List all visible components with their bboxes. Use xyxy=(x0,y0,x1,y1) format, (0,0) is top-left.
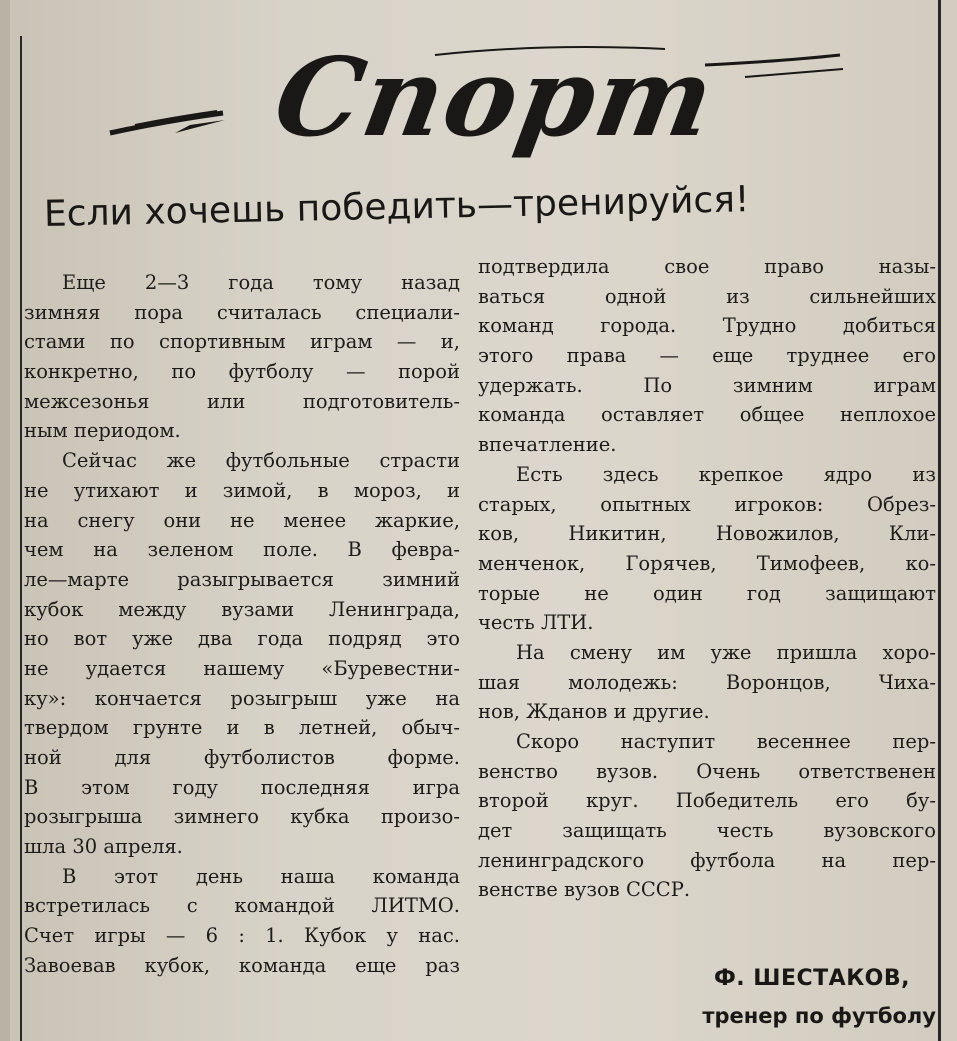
author-role: тренер по футболу xyxy=(702,1004,936,1028)
article-column-left xyxy=(24,268,460,981)
text-line: не утихают и зимой, в мороз, и xyxy=(24,478,460,502)
text-line: но вот уже два года подряд это xyxy=(24,627,460,651)
section-logo xyxy=(105,25,850,175)
text-line: конкретно, по футболу — порой xyxy=(24,360,460,384)
text-line: торые не один год защищают xyxy=(478,581,936,605)
text-line: встретилась с командой ЛИТМО. xyxy=(24,894,460,918)
text-line: ков, Никитин, Новожилов, Кли- xyxy=(478,522,936,546)
text-line: стами по спортивным играм — и, xyxy=(24,330,460,354)
text-line: В этот день наша команда xyxy=(62,864,460,888)
text-line: старых, опытных игроков: Обрез- xyxy=(478,492,936,516)
text-line: не удается нашему «Буревестни- xyxy=(24,656,460,680)
text-line: шая молодежь: Воронцов, Чиха- xyxy=(478,670,936,694)
text-line: менченок, Горячев, Тимофеев, ко- xyxy=(478,551,936,575)
article-column-right xyxy=(478,252,936,905)
text-line: твердом грунте и в летней, обыч- xyxy=(24,716,460,740)
text-line: нов, Жданов и другие. xyxy=(478,700,710,724)
text-line: подтвердила свое право назы- xyxy=(478,255,936,278)
text-line: Счет игры — 6 : 1. Кубок у нас. xyxy=(24,924,460,948)
text-line: ленинградского футбола на пер- xyxy=(478,848,936,872)
text-line: Есть здесь крепкое ядро из xyxy=(516,462,936,486)
sport-logo-text: Спорт xyxy=(265,35,725,161)
text-line: удержать. По зимним играм xyxy=(478,373,936,397)
text-line: розыгрыша зимнего кубка произо- xyxy=(24,805,460,829)
text-line: ной для футболистов форме. xyxy=(24,746,460,769)
left-frame-rule xyxy=(20,36,22,1041)
text-line: команда оставляет общее неплохое xyxy=(478,403,936,427)
text-line: венстве вузов СССР. xyxy=(478,878,691,902)
text-line: на снегу они не менее жаркие, xyxy=(24,508,460,532)
text-line: зимняя пора считалась специали- xyxy=(24,300,460,324)
text-line: честь ЛТИ. xyxy=(478,611,594,635)
text-line: межсезонья или подготовитель- xyxy=(24,389,460,413)
text-line: дет защищать честь вузовского xyxy=(478,819,936,843)
text-line: этого права — еще труднее его xyxy=(478,344,936,368)
text-line: чем на зеленом поле. В февра- xyxy=(24,538,460,562)
text-line: венство вузов. Очень ответственен xyxy=(478,759,936,783)
text-line: Еще 2—3 года тому назад xyxy=(62,271,460,294)
text-line: команд города. Трудно добиться xyxy=(478,314,936,338)
text-line: ку»: кончается розыгрыш уже на xyxy=(24,686,460,710)
text-line: впечатление. xyxy=(478,433,617,457)
text-line: На смену им уже пришла хоро- xyxy=(516,640,936,664)
text-line: В этом году последняя игра xyxy=(24,775,460,799)
text-line: Завоевав кубок, команда еще раз xyxy=(24,953,460,977)
text-line: второй круг. Победитель его бу- xyxy=(478,789,936,813)
right-frame-rule xyxy=(938,0,941,1041)
text-line: Сейчас же футбольные страсти xyxy=(62,449,460,473)
article-headline: Если хочешь победить—тренируйся! xyxy=(43,179,750,235)
text-line: ле—марте разыгрывается зимний xyxy=(24,567,460,591)
left-margin-strip xyxy=(0,0,10,1041)
text-line: шла 30 апреля. xyxy=(24,835,183,859)
text-line: Скоро наступит весеннее пер- xyxy=(516,730,936,753)
text-line: кубок между вузами Ленинграда, xyxy=(24,597,460,621)
author-name: Ф. ШЕСТАКОВ, xyxy=(713,966,910,991)
text-line: ваться одной из сильнейших xyxy=(478,284,936,308)
text-line: ным периодом. xyxy=(24,419,181,443)
